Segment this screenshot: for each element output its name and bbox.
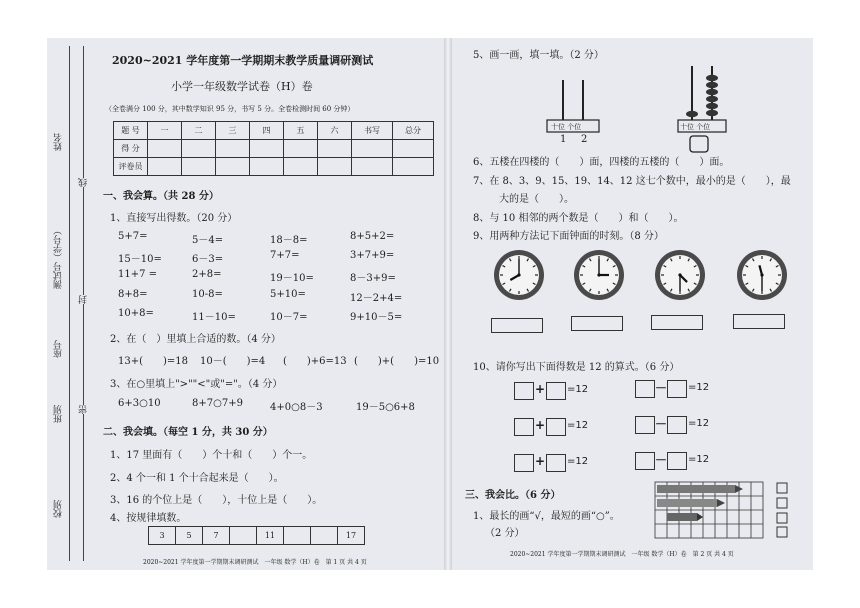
equation-box[interactable] <box>546 382 566 400</box>
abacus-label-1: 十位 个位 <box>551 123 582 131</box>
calc-item: 19－10= <box>270 273 314 284</box>
q10: 10、请你写出下面得数是 12 的算式。（6 分） <box>473 362 680 373</box>
plus-sign: + <box>535 454 546 468</box>
calc-item: 10-8= <box>192 289 223 300</box>
q7-cont: 大的是（ ）。 <box>499 194 574 205</box>
binding-line-outer <box>69 46 70 561</box>
equals-twelve: =12 <box>688 418 710 429</box>
q9: 9、用两种方法记下面钟面的时刻。（8 分） <box>473 231 664 242</box>
score-head: 一 <box>148 122 182 140</box>
right-page-footer: 2020~2021 学年度第一学期期末调研测试 一年级 数学（H）卷 第 2 页 共 4 页 <box>510 551 734 558</box>
exam-note: （全卷满分 100 分，其中数学知识 95 分，书写 5 分。全卷检测时间 60 分钟） <box>105 105 355 113</box>
score-cell[interactable] <box>148 140 182 158</box>
seal-char-feng: 封 <box>79 295 89 304</box>
calc-item: 18－8= <box>270 235 308 246</box>
calc-item: 9+10－5= <box>350 312 403 323</box>
q7: 7、在 8、3、9、15、19、14、12 这七个数中，最小的是（ ），最 <box>473 176 791 187</box>
margin-field-school: 校别 <box>54 500 64 518</box>
equation-box[interactable] <box>546 454 566 472</box>
equals-twelve: =12 <box>567 456 589 467</box>
equals-twelve: =12 <box>567 420 589 431</box>
seal-char-xian: 线 <box>79 178 89 187</box>
sequence-cell[interactable] <box>284 527 311 545</box>
equation-box[interactable] <box>514 454 534 472</box>
score-cell[interactable] <box>318 158 352 176</box>
exam-subtitle: 小学一年级数学试卷（H）卷 <box>171 80 313 93</box>
fill-item: 1、17 里面有（ ）个十和（ ）个一。 <box>110 450 313 461</box>
minus-sign: － <box>655 417 668 431</box>
q2-item: ( )+( )=10 <box>354 356 440 367</box>
sequence-cell: 17 <box>338 527 365 545</box>
margin-field-name: 姓名 <box>54 133 64 151</box>
pencil-compare-grid <box>653 480 793 542</box>
q2-item: 10－( )=4 <box>200 356 266 367</box>
calc-item: 5+7= <box>118 231 148 242</box>
equation-box[interactable] <box>546 418 566 436</box>
q2-item: ( )+6=13 <box>283 356 347 367</box>
q3-title: 3、在○里填上">""<"或"="。（4 分） <box>110 379 283 390</box>
sequence-cell: 3 <box>149 527 176 545</box>
clock-answer-box[interactable] <box>651 315 703 330</box>
margin-field-class: 班别 <box>54 405 64 423</box>
abacus-num-1: 1 <box>560 134 567 145</box>
left-page-footer: 2020~2021 学年度第一学期期末调研测试 一年级 数学（H）卷 第 1 页 共 4 页 <box>143 559 367 566</box>
score-table <box>113 121 434 176</box>
score-head: 四 <box>250 122 284 140</box>
score-head: 书写 <box>352 122 393 140</box>
equation-box[interactable] <box>514 418 534 436</box>
score-cell[interactable] <box>352 140 393 158</box>
sequence-cell: 5 <box>176 527 203 545</box>
q8: 8、与 10 相邻的两个数是（ ）和（ ）。 <box>473 213 684 224</box>
score-cell[interactable] <box>284 140 318 158</box>
equals-twelve: =12 <box>567 384 589 395</box>
equation-box[interactable] <box>514 382 534 400</box>
calc-item: 10+8= <box>118 308 154 319</box>
score-row-label: 得 分 <box>114 140 148 158</box>
page-fold <box>444 38 452 570</box>
calc-item: 8+8= <box>118 289 148 300</box>
clock-face <box>735 248 789 302</box>
minus-sign: － <box>655 381 668 395</box>
calc-item: 8－3+9= <box>350 273 396 284</box>
minus-sign: － <box>655 453 668 467</box>
score-cell[interactable] <box>318 140 352 158</box>
calc-item: 5－4= <box>192 235 224 246</box>
score-cell[interactable] <box>182 140 216 158</box>
abacus-empty <box>545 78 605 148</box>
abacus-label-2: 十位 个位 <box>680 123 711 131</box>
score-head: 六 <box>318 122 352 140</box>
exam-title: 2020~2021 学年度第一学期期末教学质量调研测试 <box>112 54 374 67</box>
sequence-cell: 7 <box>203 527 230 545</box>
clock-center <box>597 273 600 276</box>
abacus-num-2: 2 <box>581 134 588 145</box>
margin-field-id: 测试号（学号） <box>54 226 64 289</box>
q11-score: （2 分） <box>485 528 525 539</box>
score-cell[interactable] <box>250 140 284 158</box>
calc-item: 8+5+2= <box>350 231 395 242</box>
calc-item: 2+8= <box>192 269 222 280</box>
clock-center <box>760 273 763 276</box>
calc-item: 11+7 = <box>118 269 158 280</box>
clock-answer-box[interactable] <box>733 314 785 329</box>
calc-item: 12－2+4= <box>350 293 403 304</box>
clock-face <box>492 248 546 302</box>
q3-item: 6+3○10 <box>118 398 161 409</box>
section-3-heading: 三、我会比。（6 分） <box>465 490 561 501</box>
score-cell[interactable] <box>216 140 250 158</box>
calc-item: 3+7+9= <box>350 250 395 261</box>
sequence-cell: 11 <box>257 527 284 545</box>
q3-item: 19－5○6+8 <box>356 402 415 413</box>
clock-center <box>517 273 520 276</box>
q1-title: 1、直接写出得数。（20 分） <box>110 213 238 224</box>
plus-sign: + <box>535 418 546 432</box>
fill-item: 2、4 个一和 1 个十合起来是（ ）。 <box>110 473 284 484</box>
score-head: 题 号 <box>114 122 148 140</box>
equation-box[interactable] <box>635 452 655 470</box>
calc-item: 15－10= <box>118 254 162 265</box>
fill-item: 3、16 的个位上是（ ），十位上是（ ）。 <box>110 495 323 506</box>
equation-box[interactable] <box>667 416 687 434</box>
q3-item: 4+0○8－3 <box>270 402 323 413</box>
clock-answer-box[interactable] <box>571 316 623 331</box>
seal-char-mi: 密 <box>79 405 89 414</box>
score-cell[interactable] <box>182 158 216 176</box>
score-cell[interactable] <box>250 158 284 176</box>
exam-paper <box>47 38 813 570</box>
equation-box[interactable] <box>667 380 687 398</box>
clock-face <box>572 248 626 302</box>
score-row-label: 评卷员 <box>114 158 148 176</box>
q5-title: 5、画一画，填一填。（2 分） <box>473 50 604 61</box>
equation-box[interactable] <box>667 452 687 470</box>
equals-twelve: =12 <box>688 454 710 465</box>
score-cell[interactable] <box>216 158 250 176</box>
margin-field-seat: 座号 <box>54 340 64 358</box>
calc-item: 5+10= <box>270 289 306 300</box>
q2-item: 13+( )=18 <box>118 356 189 367</box>
q11: 1、最长的画“√，最短的画“○”。 <box>473 511 620 522</box>
equation-box[interactable] <box>635 416 655 434</box>
score-head: 五 <box>284 122 318 140</box>
score-cell[interactable] <box>148 158 182 176</box>
section-2-heading: 二、我会填。（每空 1 分，共 30 分） <box>103 427 273 438</box>
score-head: 总分 <box>393 122 434 140</box>
calc-item: 11－10= <box>192 312 236 323</box>
score-head: 二 <box>182 122 216 140</box>
plus-sign: + <box>535 382 546 396</box>
calc-item: 7+7= <box>270 250 300 261</box>
q6: 6、五楼在四楼的（ ）面，四楼的五楼的（ ）面。 <box>473 157 730 168</box>
equals-twelve: =12 <box>688 382 710 393</box>
clock-answer-box[interactable] <box>491 318 543 333</box>
sequence-table <box>148 526 365 545</box>
score-head: 三 <box>216 122 250 140</box>
sequence-cell[interactable] <box>311 527 338 545</box>
q2-title: 2、在（ ）里填上合适的数。（4 分） <box>110 334 281 345</box>
equation-box[interactable] <box>635 380 655 398</box>
score-cell[interactable] <box>284 158 318 176</box>
calc-item: 6－3= <box>192 254 224 265</box>
q3-item: 8+7○7+9 <box>192 398 243 409</box>
score-cell[interactable] <box>352 158 393 176</box>
clock-center <box>678 273 681 276</box>
abacus-with-beads <box>676 64 736 154</box>
score-cell[interactable] <box>393 140 434 158</box>
clock-face <box>653 248 707 302</box>
sequence-cell[interactable] <box>230 527 257 545</box>
section-1-heading: 一、我会算。（共 28 分） <box>103 191 219 202</box>
calc-item: 10－7= <box>270 312 308 323</box>
score-cell[interactable] <box>393 158 434 176</box>
fill-item: 4、按规律填数。 <box>110 513 187 524</box>
